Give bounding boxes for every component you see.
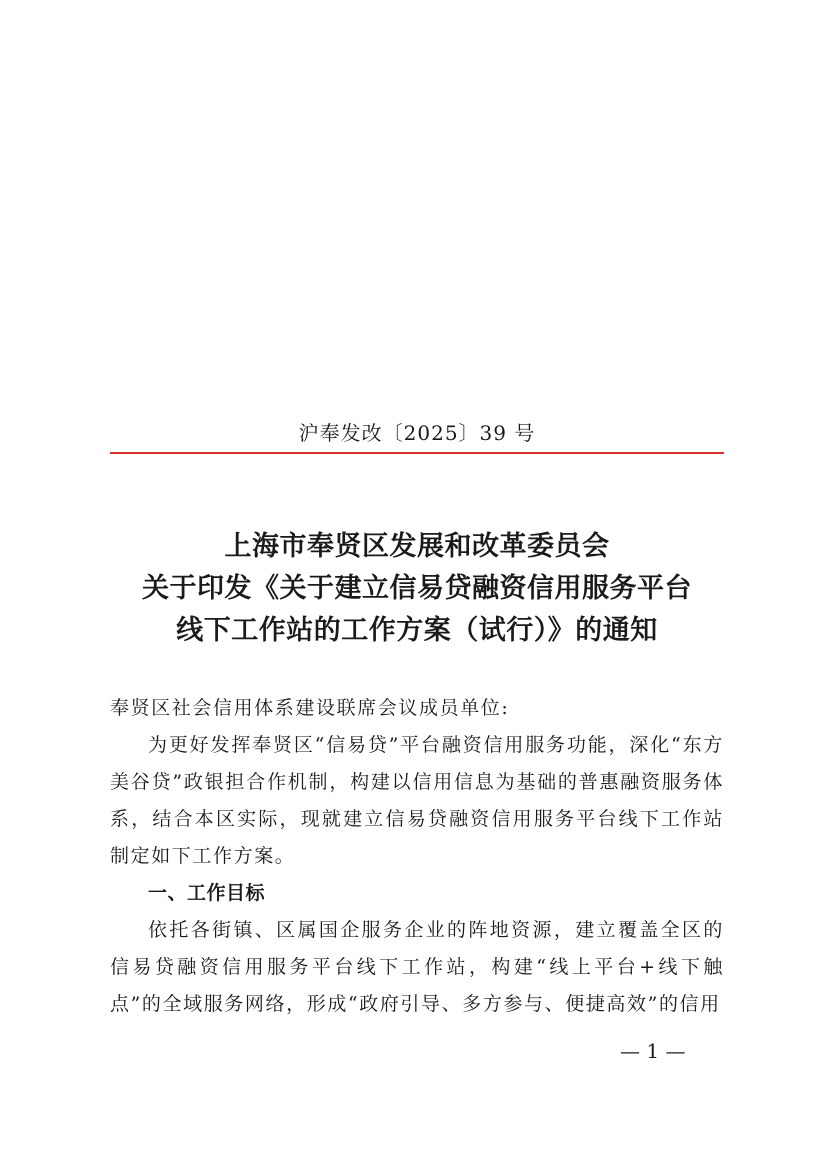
section-paragraph: 依托各街镇、区属国企服务企业的阵地资源，建立覆盖全区的信易贷融资信用服务平台线下工作站，构建“线上平台+线下触点”的全域服务网络，形成“政府引导、多方参与、便捷高效”的信用 — [110, 919, 724, 1015]
page-number: — 1 — — [620, 1039, 686, 1063]
title-line-1: 上海市奉贤区发展和改革委员会 — [224, 531, 610, 562]
title-line-2: 关于印发《关于建立信易贷融资信用服务平台 — [142, 573, 692, 604]
document-number: 沪奉发改〔2025〕39 号 — [298, 421, 536, 445]
addressee: 奉贤区社会信用体系建设联席会议成员单位: — [110, 697, 510, 719]
document-title — [90, 526, 744, 652]
section-heading: 一、工作目标 — [148, 882, 266, 904]
intro-paragraph: 为更好发挥奉贤区“信易贷”平台融资信用服务功能，深化“东方美谷贷”政银担合作机制，构建以信用信息为基础的普惠融资服务体系，结合本区实际，现就建立信易贷融资信用服务平台线下工作站制定如下工作方案。 — [110, 734, 724, 867]
red-separator-line — [110, 452, 724, 454]
document-body — [110, 690, 724, 1023]
title-line-3: 线下工作站的工作方案（试行）》的通知 — [176, 615, 658, 646]
